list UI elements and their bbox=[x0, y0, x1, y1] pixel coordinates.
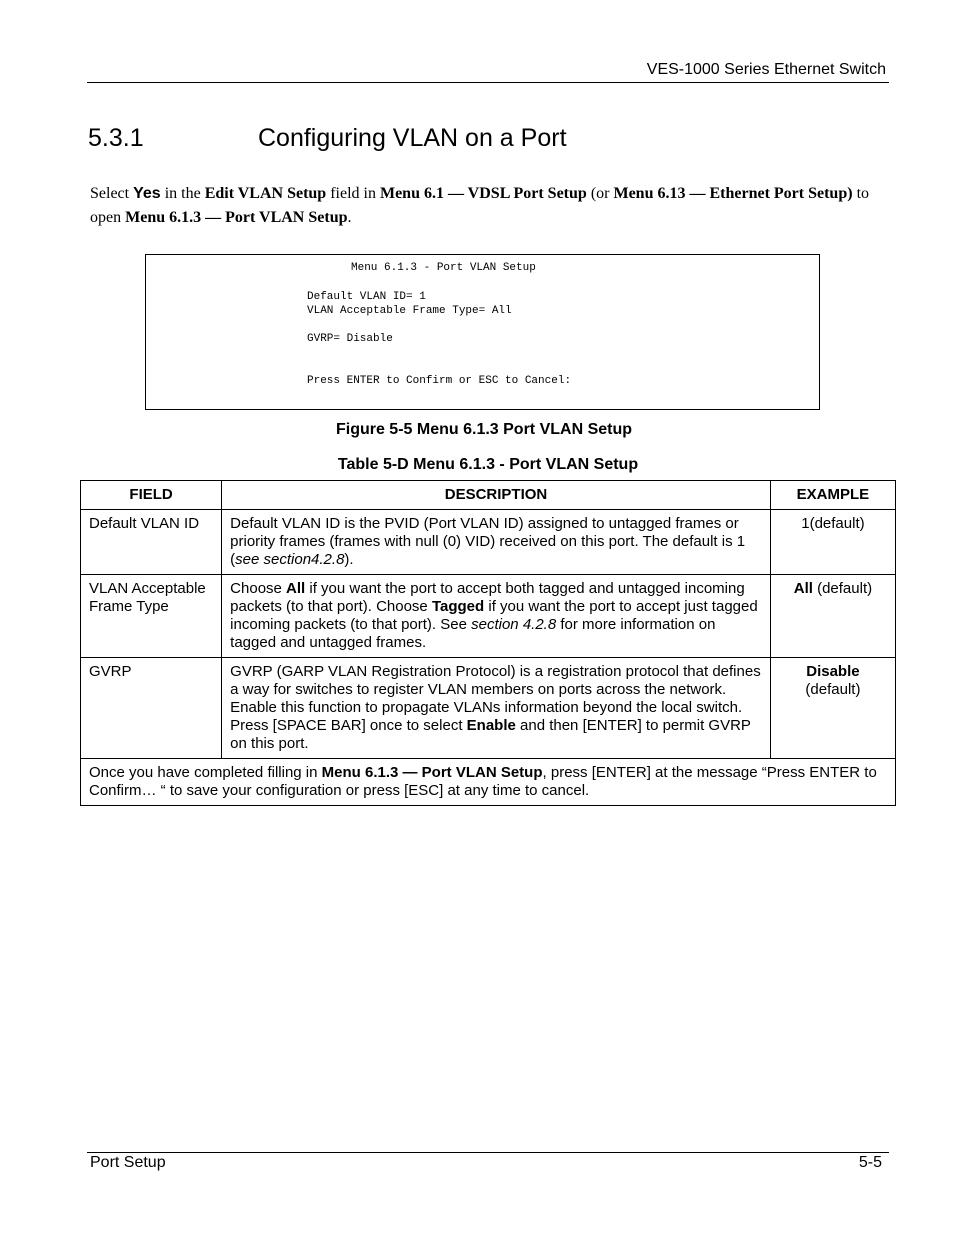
desc-text: and then [ENTER] to permit GVRP on this port. bbox=[230, 717, 751, 752]
terminal-screen bbox=[145, 254, 820, 410]
example-bold: Disable bbox=[806, 663, 860, 680]
example-cell bbox=[770, 658, 895, 759]
intro-paragraph bbox=[90, 182, 880, 230]
note-cell bbox=[81, 759, 896, 806]
figure-caption: Figure 5-5 Menu 6.1.3 Port VLAN Setup bbox=[335, 421, 633, 438]
intro-bold-yes: Yes bbox=[133, 185, 161, 202]
section-heading bbox=[88, 124, 567, 153]
header-field: FIELD bbox=[81, 481, 222, 510]
footer-chapter: Port Setup bbox=[90, 1154, 166, 1171]
intro-text: to open bbox=[90, 185, 870, 226]
note-bold: Menu 6.1.3 — Port VLAN Setup bbox=[321, 764, 543, 781]
desc-text: ). bbox=[344, 551, 354, 568]
screen-gvrp: GVRP= Disable bbox=[307, 333, 393, 345]
header-description: DESCRIPTION bbox=[222, 481, 771, 510]
field-table bbox=[80, 480, 896, 806]
section-number: 5.3.1 bbox=[88, 124, 144, 152]
table-row bbox=[81, 510, 896, 575]
desc-bold: All bbox=[286, 580, 306, 597]
desc-italic: see section4.2.8 bbox=[235, 551, 345, 568]
desc-text: Choose bbox=[230, 580, 287, 597]
example-cell: 1(default) bbox=[770, 510, 895, 575]
field-cell: VLAN Acceptable Frame Type bbox=[81, 575, 222, 658]
desc-bold: Enable bbox=[466, 717, 516, 734]
footer-rule bbox=[87, 1152, 889, 1153]
intro-text: field in bbox=[326, 185, 380, 202]
intro-text: in the bbox=[160, 185, 205, 202]
description-cell bbox=[222, 658, 771, 759]
screen-prompt: Press ENTER to Confirm or ESC to Cancel: bbox=[307, 375, 572, 387]
note-text: Once you have completed filling in bbox=[89, 764, 322, 781]
intro-bold-menu: Menu 6.1 — VDSL Port Setup bbox=[379, 185, 587, 202]
description-cell bbox=[222, 510, 771, 575]
intro-text: (or bbox=[586, 185, 614, 202]
intro-text: . bbox=[347, 209, 352, 226]
example-bold: All bbox=[793, 580, 813, 597]
example-cell bbox=[770, 575, 895, 658]
table-row bbox=[81, 575, 896, 658]
page-number: 5-5 bbox=[858, 1154, 882, 1171]
screen-default-vlan: Default VLAN ID= 1 bbox=[307, 291, 426, 303]
field-cell: GVRP bbox=[81, 658, 222, 759]
intro-bold-menu: Menu 6.1.3 — Port VLAN Setup bbox=[125, 209, 348, 226]
screen-frame-type: VLAN Acceptable Frame Type= All bbox=[307, 305, 512, 317]
header-rule bbox=[87, 82, 889, 83]
field-cell: Default VLAN ID bbox=[81, 510, 222, 575]
intro-bold-field: Edit VLAN Setup bbox=[204, 185, 327, 202]
desc-text: if you want the port to accept just tagged incoming packets (to that port). See bbox=[230, 598, 758, 633]
intro-text: Select bbox=[90, 185, 134, 202]
desc-text: GVRP (GARP VLAN Registration Protocol) is a registration protocol that defines a way for switches to register VLAN members on ports across the network. Enable this function to propagate VLANs information beyond the local switch. Press [SPACE BAR] once to select bbox=[230, 663, 761, 734]
header-example: EXAMPLE bbox=[770, 481, 895, 510]
section-title: Configuring VLAN on a Port bbox=[258, 124, 567, 152]
description-cell bbox=[222, 575, 771, 658]
running-header: VES-1000 Series Ethernet Switch bbox=[646, 61, 886, 78]
intro-bold-menu: Menu 6.13 — Ethernet Port Setup) bbox=[613, 185, 853, 202]
desc-text: for more information on tagged and untagged frames. bbox=[230, 616, 716, 651]
table-header-row bbox=[81, 481, 896, 510]
desc-text: Default VLAN ID is the PVID (Port VLAN ID) assigned to untagged frames or priority frames (frames with null (0) VID) received on this port. The default is 1 ( bbox=[230, 515, 746, 568]
desc-text: if you want the port to accept both tagged and untagged incoming packets (to that port). Choose bbox=[230, 580, 745, 615]
table-caption: Table 5-D Menu 6.1.3 - Port VLAN Setup bbox=[337, 456, 639, 473]
example-text: (default) bbox=[812, 580, 873, 597]
table-note-row bbox=[81, 759, 896, 806]
screen-title: Menu 6.1.3 - Port VLAN Setup bbox=[351, 262, 536, 274]
example-text: (default) bbox=[805, 681, 861, 698]
desc-bold: Tagged bbox=[431, 598, 485, 615]
table-row bbox=[81, 658, 896, 759]
desc-italic: section 4.2.8 bbox=[471, 616, 557, 633]
note-text: , press [ENTER] at the message “Press ENTER to Confirm… “ to save your configuration or press [ESC] at any time to cancel. bbox=[89, 764, 877, 799]
